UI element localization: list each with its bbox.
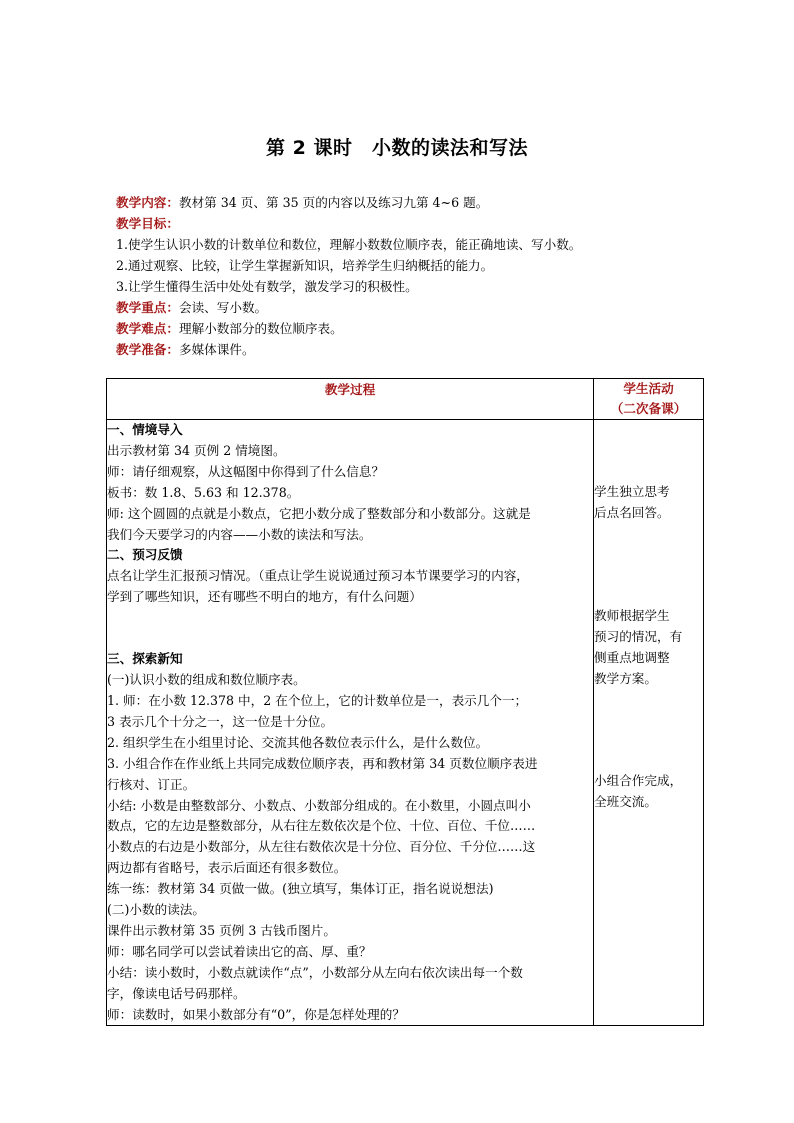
process-line: 数点，它的左边是整数部分，从右往左数依次是个位、十位、百位、千位…… [107,818,536,834]
process-line: (一)认识小数的组成和数位顺序表。 [107,672,306,688]
difficulty-label: 教学难点： [116,321,179,336]
process-line: 板书：数 1.8、5.63 和 12.378。 [107,484,300,500]
process-line: (二)小数的读法。 [107,902,205,918]
process-line: 师：请仔细观察，从这幅图中你得到了什么信息？ [107,463,385,479]
process-line: 师：哪名同学可以尝试着读出它的高、厚、重？ [107,943,372,959]
process-line: 2. 组织学生在小组里讨论、交流其他各数位表示什么，是什么数位。 [107,734,489,750]
process-line: 两边都有省略号，表示后面还有很多数位。 [107,860,347,876]
process-line: 我们今天要学习的内容——小数的读法和写法。 [107,526,372,542]
process-line: 师：读数时，如果小数部分有“0”，你是怎样处理的？ [107,1006,405,1022]
header-side-line2: （二次备课） [610,401,687,416]
activity-line: 教学方案。 [594,670,657,686]
content-label: 教学内容： [116,195,179,210]
activity-line: 后点名回答。 [594,504,670,520]
key-text: 会读、写小数。 [178,300,268,315]
activity-line: 小组合作完成， [594,773,683,789]
process-line: 3 表示几个十分之一，这一位是十分位。 [107,713,334,729]
lesson-title: 第 2 课时 小数的读法和写法 [266,137,528,159]
process-line: 1. 师：在小数 12.378 中，2 在个位上，它的计数单位是一，表示几个一； [107,692,528,708]
activity-note-3 [594,771,703,813]
spacer [594,420,703,482]
activity-line: 学生独立思考 [594,484,670,499]
goal-item: 2.通过观察、比较，让学生掌握新知识，培养学生归纳概括的能力。 [116,258,494,273]
difficulty-text: 理解小数部分的数位顺序表。 [178,321,343,336]
process-line: 字，像读电话号码那样。 [107,985,246,1001]
header-student-activity [594,379,704,420]
spacer [107,608,593,649]
activity-line: 预习的情况，有 [594,628,683,644]
goals-row [116,213,716,234]
lesson-meta [116,192,716,360]
spacer [594,689,703,771]
process-line: 练一练：教材第 34 页做一做。(独立填写，集体订正，指名说说想法) [107,881,494,897]
header-side-line1: 学生活动 [623,381,674,396]
prep-text: 多媒体课件。 [178,342,255,357]
process-cell [107,420,594,1026]
activity-line: 侧重点地调整 [594,649,670,665]
section-title: 三、探索新知 [107,651,183,667]
process-line: 课件出示教材第 35 页例 3 古钱币图片。 [107,922,336,938]
process-line: 3. 小组合作在作业纸上共同完成数位顺序表，再和教材第 34 页数位顺序表进 [107,755,538,771]
header-process: 教学过程 [107,379,594,420]
content-row [116,192,716,213]
section-title: 二、预习反馈 [107,547,183,563]
process-line: 学到了哪些知识，还有哪些不明白的地方，有什么问题） [107,589,422,605]
difficulty-row [116,318,716,339]
prep-label: 教学准备： [116,342,179,357]
goals-label: 教学目标： [116,216,179,231]
table-body-row [107,420,704,1026]
process-line: 出示教材第 34 页例 2 情境图。 [107,442,286,458]
content-text: 教材第 34 页、第 35 页的内容以及练习九第 4~6 题。 [178,195,489,210]
goal-item: 3.让学生懂得生活中处处有数学，激发学习的积极性。 [116,279,418,294]
activity-note-2 [594,606,703,690]
process-line: 师: 这个圆圆的点就是小数点，它把小数分成了整数部分和小数部分。这就是 [107,505,531,521]
goal-item: 1.使学生认识小数的计数单位和数位，理解小数数位顺序表，能正确地读、写小数。 [116,237,582,252]
student-activity-cell [594,420,704,1026]
activity-note-1 [594,482,703,524]
prep-row [116,339,716,360]
activity-line: 教师根据学生 [594,607,670,623]
table-header-row [107,379,704,420]
process-line: 小结：读小数时，小数点就读作“点”，小数部分从左向右依次读出每一个数 [107,964,523,980]
process-line: 点名让学生汇报预习情况。（重点让学生说说通过预习本节课要学习的内容， [107,568,529,584]
key-row [116,297,716,318]
spacer [594,524,703,606]
lesson-process-table [106,378,704,1026]
activity-line: 全班交流。 [594,794,657,810]
process-line: 小数点的右边是小数部分，从左往右数依次是十分位、百分位、千分位……这 [107,839,536,855]
process-line: 行核对、订正。 [107,776,196,792]
key-label: 教学重点： [116,300,179,315]
process-line: 小结: 小数是由整数部分、小数点、小数部分组成的。在小数里，小圆点叫小 [107,797,531,813]
section-title: 一、情境导入 [107,422,183,437]
